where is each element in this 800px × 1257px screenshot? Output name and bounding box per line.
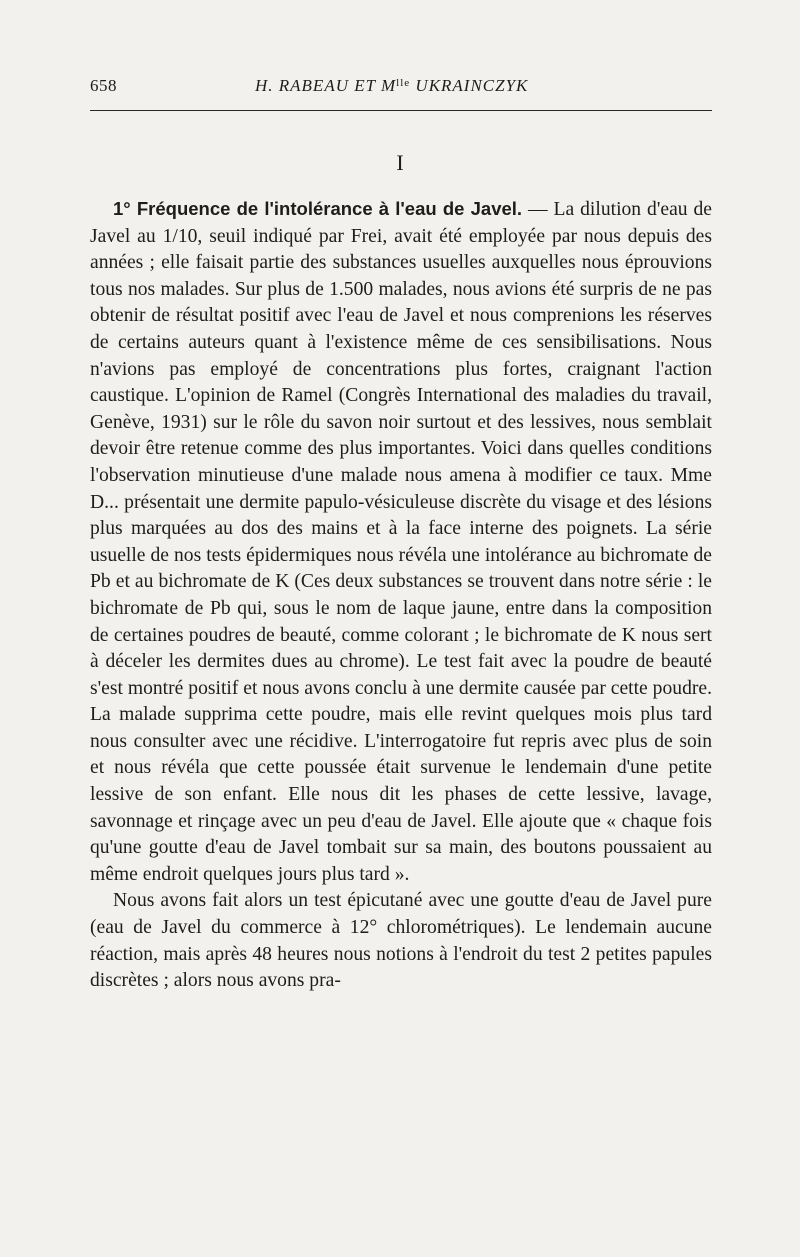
paragraph [90, 196, 712, 888]
running-title [255, 76, 528, 96]
paragraph-text: — La dilution d'eau de Javel au 1/10, seuil indiqué par Frei, avait été employée par nous depuis des années ; elle faisait partie des substances usuelles auxquelles nous éprouvions tous nos malades. Sur plus de 1.500 malades, nous avions été surpris de ne pas obtenir de résultat positif avec l'eau de Javel et nous comprenions les réserves de certains auteurs quant à l'existence même de ces sensibilisations. Nous n'avions pas employé de concentrations plus fortes, craignant l'action caustique. L'opinion de Ramel (Congrès International des maladies du travail, Genève, 1931) sur le rôle du savon noir surtout et des lessives, nous semblait devoir être retenue comme des plus importantes. Voici dans quelles conditions l'observation minutieuse d'une malade nous amena à modifier ce taux. Mme D... présentait une dermite papulo-vésiculeuse discrète du visage et des lésions plus marquées au dos des mains et à la face interne des poignets. La série usuelle de nos tests épidermiques nous révéla une intolérance au bichromate de Pb et au bichromate de K (Ces deux substances se trouvent dans notre série : le bichromate de Pb qui, sous le nom de laque jaune, entre dans la composition de certaines poudres de beauté, comme colorant ; le bichromate de K nous sert à déceler les dermites dues au chrome). Le test fait avec la poudre de beauté s'est montré positif et nous avons conclu à une dermite causée par cette poudre. La malade supprima cette poudre, mais elle revint quelques mois plus tard nous consulter avec une récidive. L'interrogatoire fut repris avec plus de soin et nous révéla que cette poussée était survenue le lendemain d'une petite lessive de son enfant. Elle nous dit les phases de cette lessive, lavage, savonnage et rinçage avec un peu d'eau de Javel. Elle ajoute que « chaque fois qu'une goutte d'eau de Javel tombait sur sa main, des boutons poussaient au même endroit quelques jours plus tard ». [90, 199, 712, 885]
running-title-main: H. RABEAU ET M [255, 76, 397, 95]
paragraph: Nous avons fait alors un test épicutané avec une goutte d'eau de Javel pure (eau de Javel du commerce à 12° chlorométriques). Le lendemain aucune réaction, mais après 48 heures nous notions à l'endroit du test 2 petites papules discrètes ; alors nous avons pra- [90, 890, 712, 992]
paragraph-title: 1° Fréquence de l'intolérance à l'eau de Javel. [113, 198, 523, 219]
running-header [90, 76, 712, 100]
page-number: 658 [90, 76, 117, 95]
section-numeral: I [396, 150, 404, 175]
running-title-superscript: lle [396, 77, 411, 89]
running-title-end: UKRAINCZYK [410, 76, 529, 95]
header-rule [90, 110, 712, 111]
body-text [90, 196, 712, 995]
